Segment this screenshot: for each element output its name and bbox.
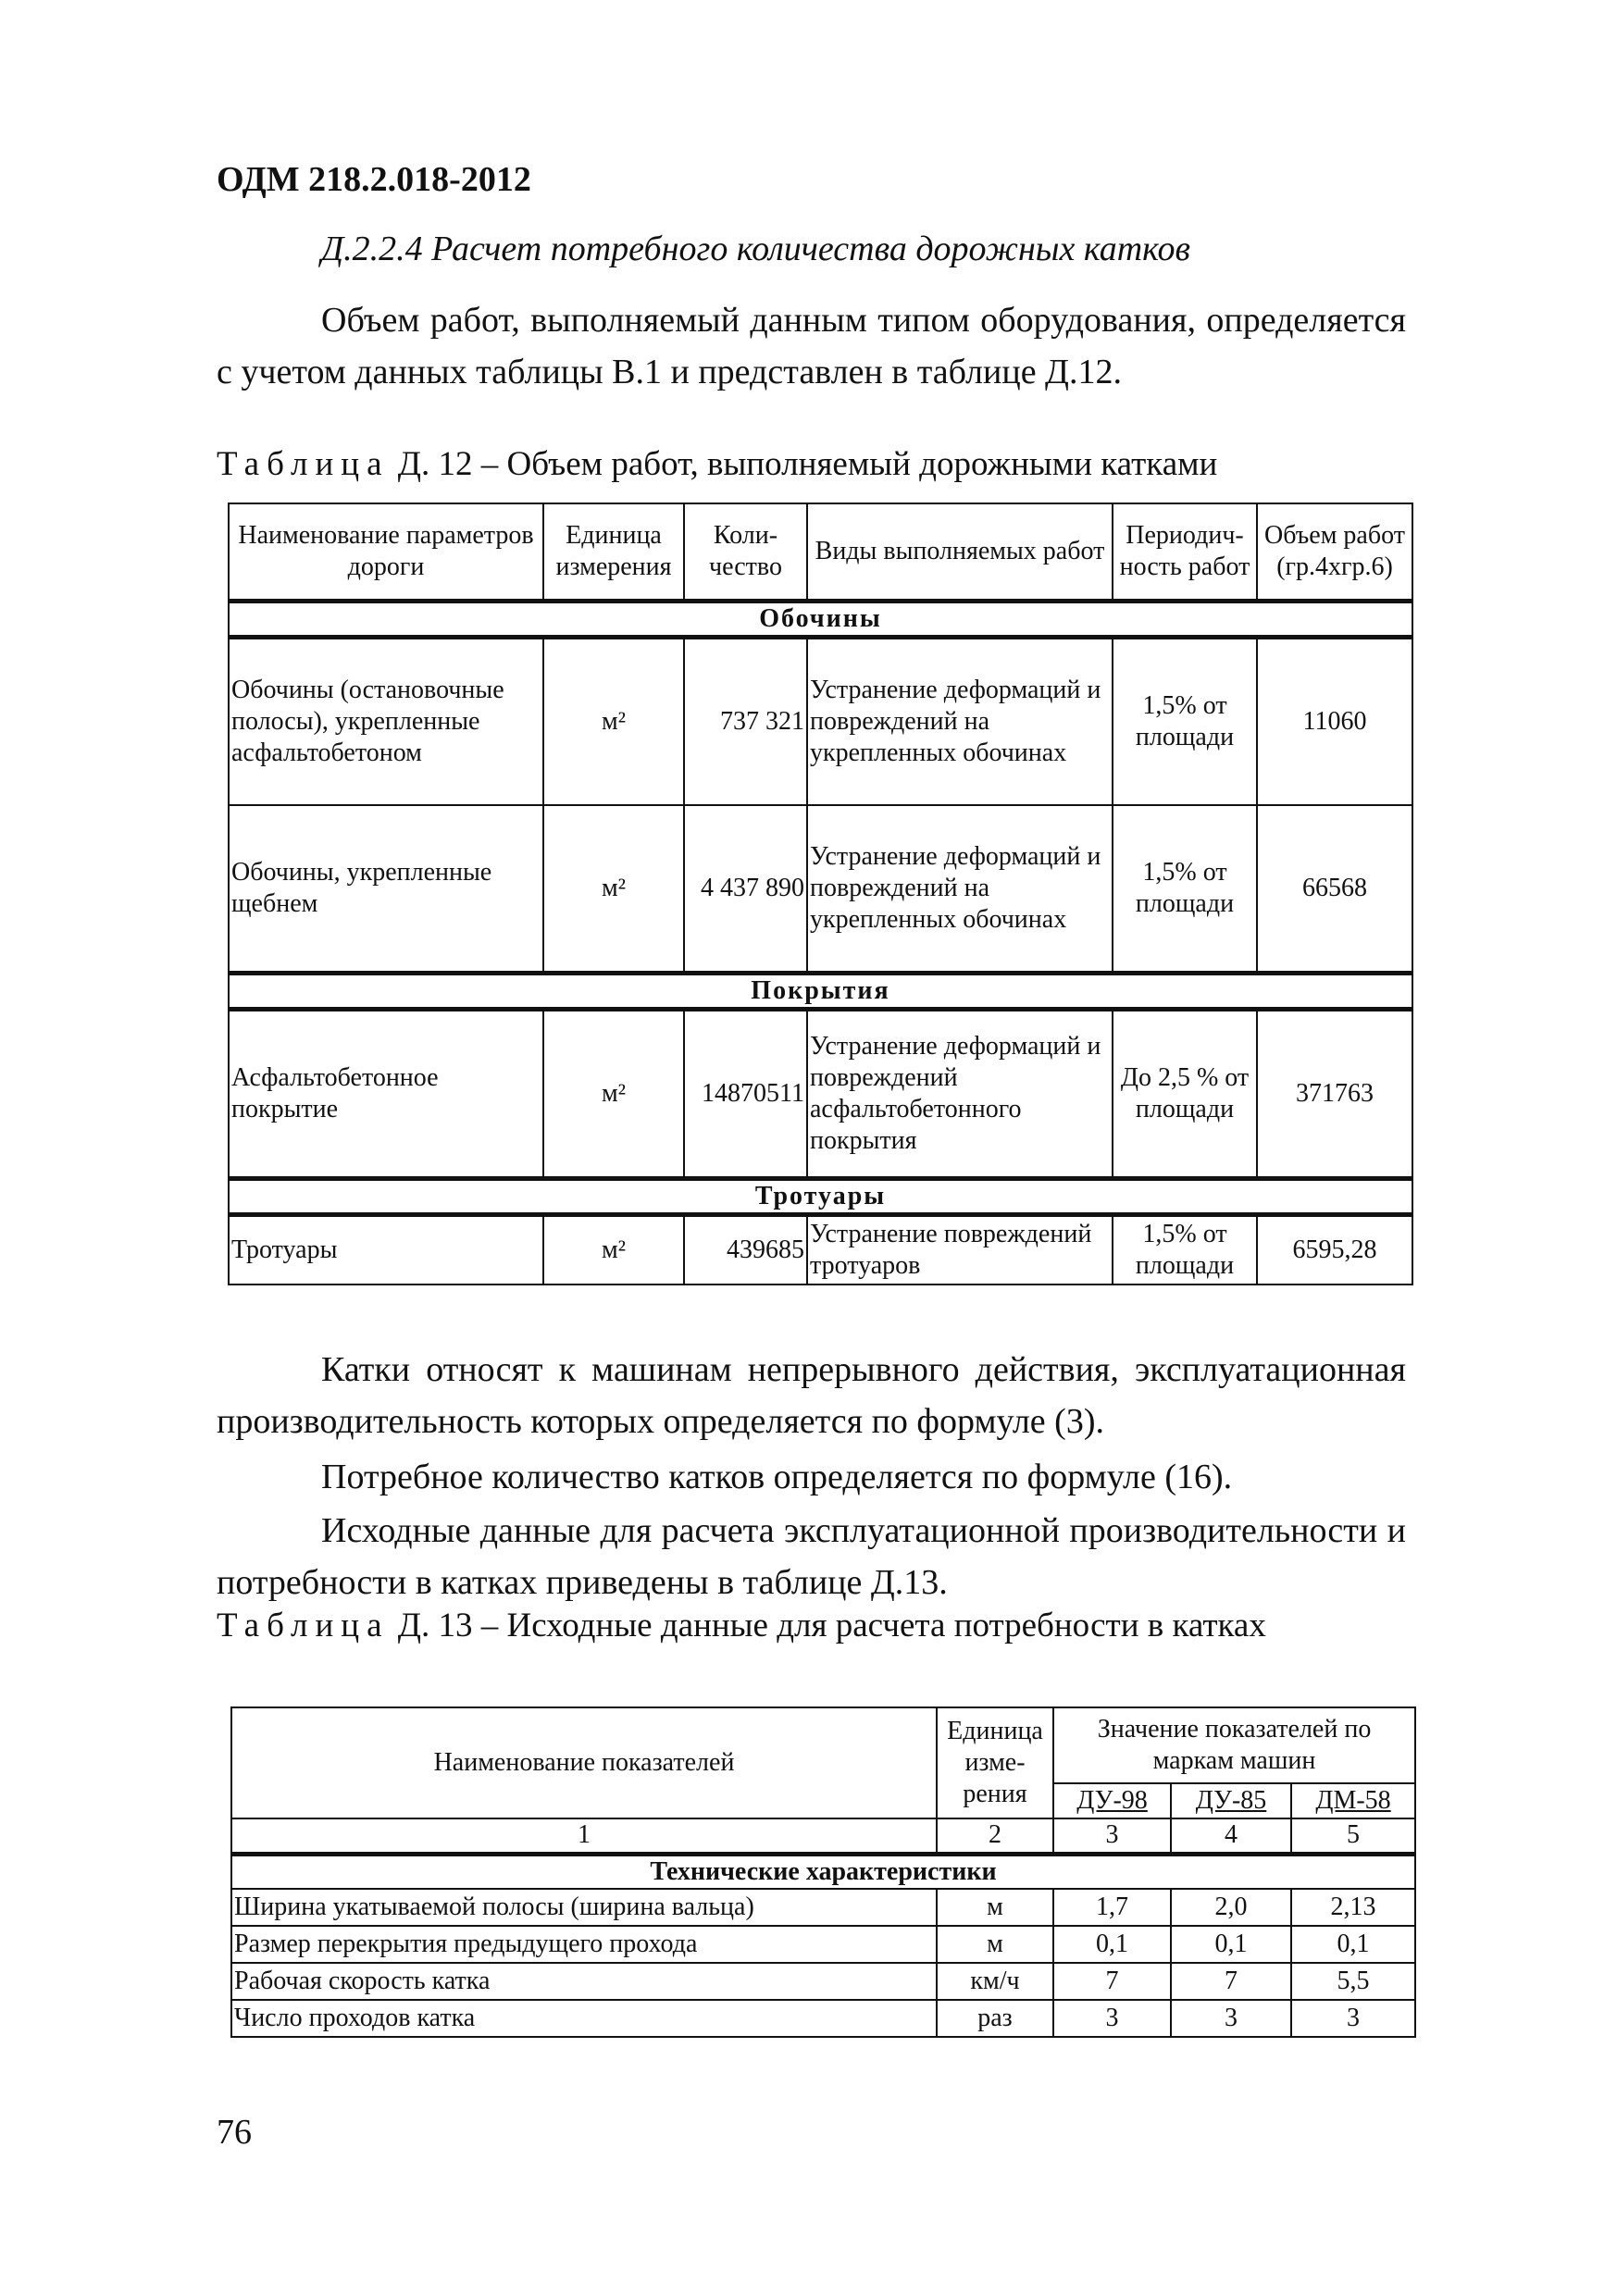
machine-du85: ДУ-85 [1171, 1783, 1291, 1818]
table-12-header-name: Наименование параметров дороги [229, 503, 543, 602]
row-value: 7 [1053, 1963, 1171, 2000]
row-name: Число проходов катка [231, 2000, 937, 2037]
row-value: 0,1 [1291, 1926, 1415, 1963]
row-value: 3 [1053, 2000, 1171, 2037]
paragraph-count-formula: Потребное количество катков определяется по формуле (16). [321, 1458, 1233, 1496]
row-value: 0,1 [1053, 1926, 1171, 1963]
row-period: 1,5% от площади [1113, 1215, 1257, 1285]
row-name: Рабочая скорость катка [231, 1963, 937, 2000]
table-row [229, 805, 1412, 974]
col-number: 1 [231, 1818, 937, 1854]
machine-dm58: ДМ-58 [1291, 1783, 1415, 1818]
col-number: 2 [937, 1818, 1053, 1854]
row-volume: 6595,28 [1257, 1215, 1412, 1285]
table-12 [228, 503, 1413, 1285]
row-name: Обочины, укрепленные щебнем [229, 805, 543, 974]
row-name: Обочины (остановочные полосы), укрепленные асфальтобетоном [229, 638, 543, 806]
row-name: Асфальтобетонное покрытие [229, 1010, 543, 1179]
row-period: 1,5% от площади [1113, 638, 1257, 806]
table-12-header-volume: Объем работ (гр.4хгр.6) [1257, 503, 1412, 602]
row-unit: м² [543, 805, 684, 974]
table-row [229, 638, 1412, 806]
table-12-header-qty: Коли-чество [684, 503, 807, 602]
table-13-caption-label: Таблица [217, 1607, 390, 1644]
table-12-caption-text: Д. 12 – Объем работ, выполняемый дорожными катками [397, 445, 1218, 483]
page-number: 76 [217, 2113, 252, 2152]
col-number: 3 [1053, 1818, 1171, 1854]
paragraph-source-data: Исходные данные для расчета эксплуатационной производительности и потребности в катках приведены в таблице Д.13. [217, 1511, 1406, 1602]
table-13 [230, 1706, 1416, 2038]
col-number: 5 [1291, 1818, 1415, 1854]
row-value: 2,13 [1291, 1889, 1415, 1926]
table-12-caption-label: Таблица [217, 445, 390, 483]
section-heading: Д.2.2.4 Расчет потребного количества дорожных катков [321, 230, 1190, 268]
row-value: 5,5 [1291, 1963, 1415, 2000]
table-12-group-pavement: Покрытия [229, 974, 1412, 1010]
table-row [231, 1963, 1415, 2000]
row-value: 7 [1171, 1963, 1291, 2000]
row-work: Устранение деформаций и повреждений на укрепленных обочинах [807, 638, 1113, 806]
table-12-header-unit: Единица измерения [543, 503, 684, 602]
row-unit: км/ч [937, 1963, 1053, 2000]
table-13-caption-text: Д. 13 – Исходные данные для расчета потребности в катках [397, 1607, 1266, 1644]
row-value: 1,7 [1053, 1889, 1171, 1926]
row-qty: 737 321 [684, 638, 807, 806]
row-period: 1,5% от площади [1113, 805, 1257, 974]
table-13-header-values: Значение показателей по маркам машин [1053, 1707, 1415, 1783]
row-unit: м² [543, 638, 684, 806]
row-name: Ширина укатываемой полосы (ширина вальца) [231, 1889, 937, 1926]
table-13-header-unit: Единица изме-рения [937, 1707, 1053, 1818]
table-row [229, 1215, 1412, 1285]
row-unit: м [937, 1926, 1053, 1963]
row-volume: 371763 [1257, 1010, 1412, 1179]
row-qty: 14870511 [684, 1010, 807, 1179]
table-12-header-work: Виды выполняемых работ [807, 503, 1113, 602]
table-13-header-name: Наименование показателей [231, 1707, 937, 1818]
row-value: 0,1 [1171, 1926, 1291, 1963]
table-13-group-tech: Технические характеристики [231, 1854, 1415, 1889]
row-unit: м² [543, 1215, 684, 1285]
paragraph-intro: Объем работ, выполняемый данным типом оборудования, определяется с учетом данных таблицы В.1 и представлен в таблице Д.12. [217, 301, 1406, 391]
table-13-caption [217, 1606, 1266, 1645]
row-name: Тротуары [229, 1215, 543, 1285]
row-value: 3 [1171, 2000, 1291, 2037]
table-row [231, 1889, 1415, 1926]
row-unit: раз [937, 2000, 1053, 2037]
row-work: Устранение деформаций и повреждений асфальтобетонного покрытия [807, 1010, 1113, 1179]
row-work: Устранение повреждений тротуаров [807, 1215, 1113, 1285]
row-qty: 439685 [684, 1215, 807, 1285]
row-work: Устранение деформаций и повреждений на укрепленных обочинах [807, 805, 1113, 974]
row-volume: 66568 [1257, 805, 1412, 974]
table-12-group-shoulders: Обочины [229, 602, 1412, 638]
table-12-caption [217, 444, 1217, 484]
row-period: До 2,5 % от площади [1113, 1010, 1257, 1179]
table-row [231, 2000, 1415, 2037]
table-12-group-sidewalks: Тротуары [229, 1179, 1412, 1215]
row-qty: 4 437 890 [684, 805, 807, 974]
document-code: ОДМ 218.2.018-2012 [217, 160, 531, 199]
row-volume: 11060 [1257, 638, 1412, 806]
table-row [231, 1926, 1415, 1963]
row-value: 2,0 [1171, 1889, 1291, 1926]
col-number: 4 [1171, 1818, 1291, 1854]
paragraph-rollers: Катки относят к машинам непрерывного действия, эксплуатационная производительность которых определяется по формуле (3). [217, 1350, 1406, 1441]
table-row [229, 1010, 1412, 1179]
row-value: 3 [1291, 2000, 1415, 2037]
row-unit: м² [543, 1010, 684, 1179]
row-name: Размер перекрытия предыдущего прохода [231, 1926, 937, 1963]
machine-du98: ДУ-98 [1053, 1783, 1171, 1818]
table-12-header-period: Периодич-ность работ [1113, 503, 1257, 602]
row-unit: м [937, 1889, 1053, 1926]
